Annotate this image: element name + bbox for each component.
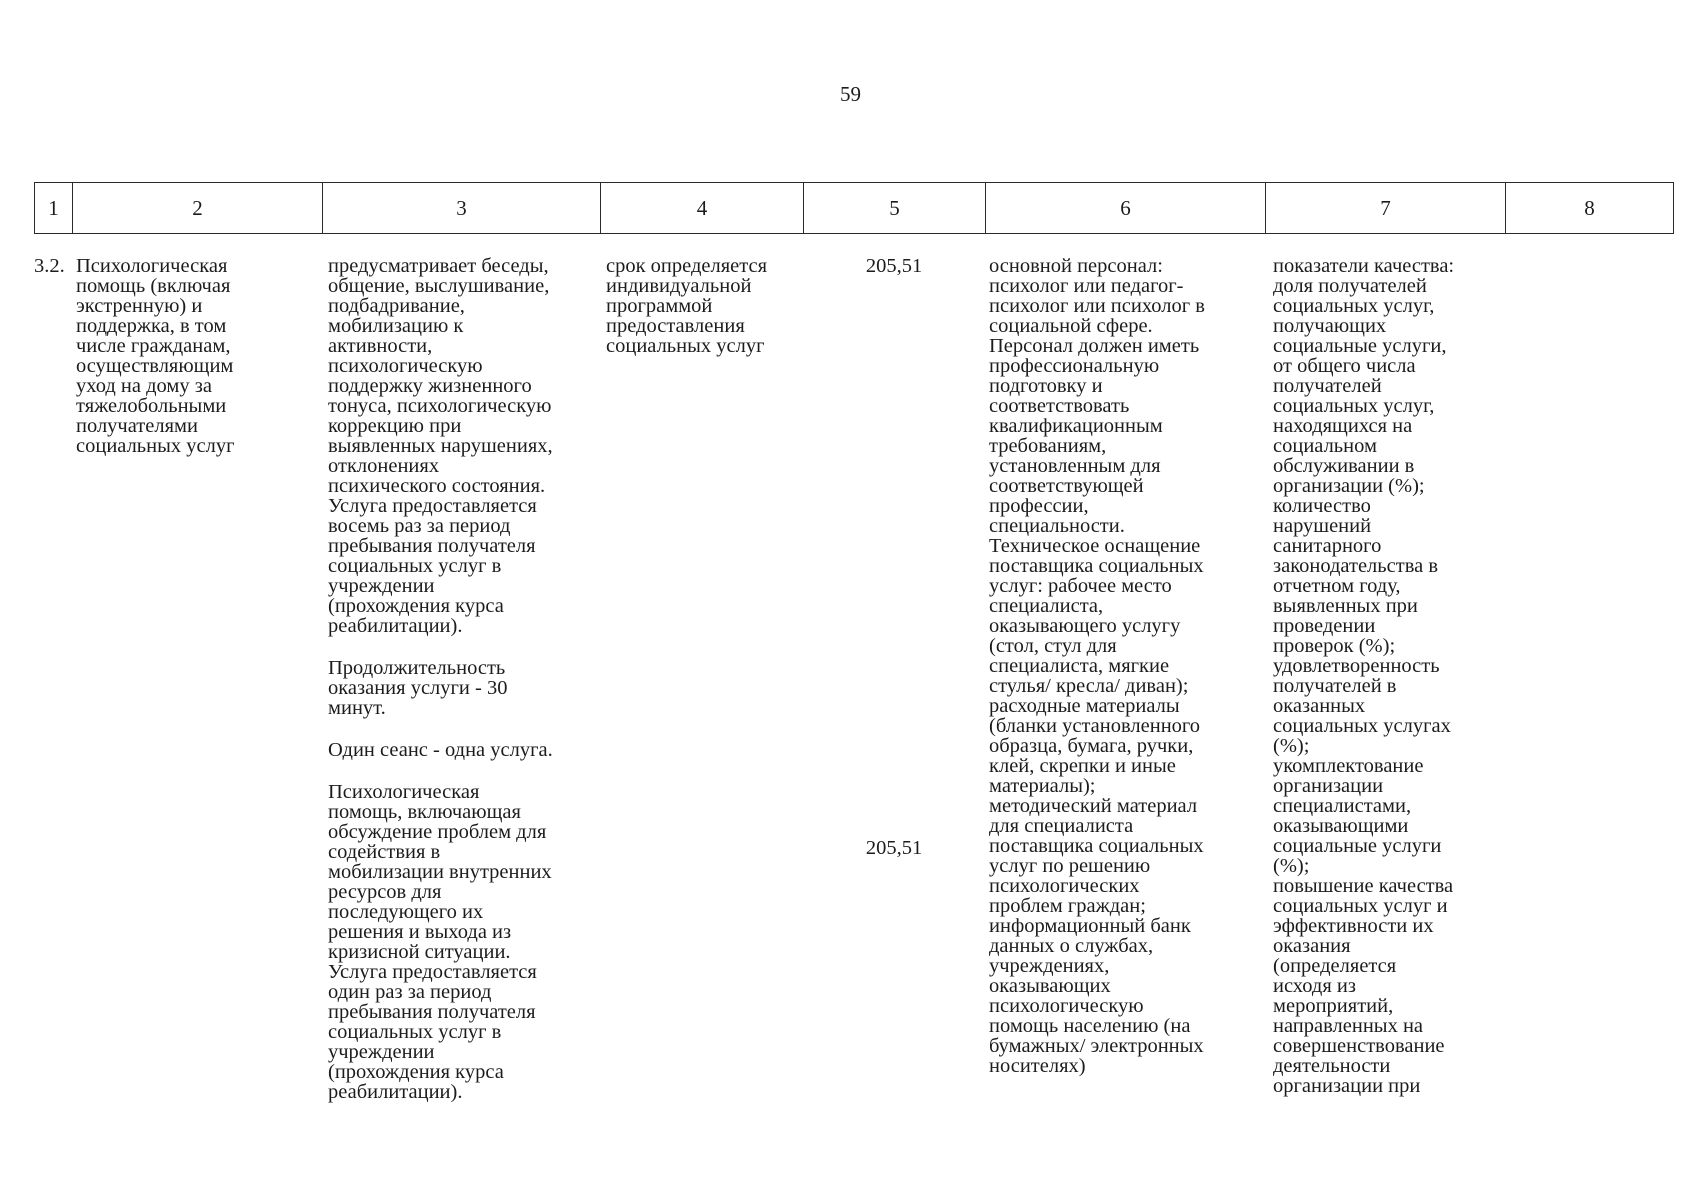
header-cell-4: 4 bbox=[600, 183, 803, 233]
service-term-cell bbox=[600, 256, 803, 1102]
header-cell-6: 6 bbox=[985, 183, 1265, 233]
service-name: Психологическая помощь (включая экстренную) и поддержка, в том числе гражданам, осуществляющим уход на дому за тяжелобольными получателями социальных услуг bbox=[76, 255, 235, 457]
description-paragraph: Психологическая помощь, включающая обсуждение проблем для содействия в мобилизации внутренних ресурсов для последующего их решения и выхода из кризисной ситуации. Услуга предоставляется один раз за период пребывания получателя социальных услуг в учреждении (прохождения курса реабилитации). bbox=[328, 781, 552, 1103]
service-conditions: основной персонал: психолог или педагог- психолог или психолог в социальной сфере. Персонал должен иметь профессиональную подготовку и соответствовать квалификационным требованиям, установленным для соответствующей профессии, специальности. Техническое оснащение поставщика социальных услуг: рабочее место специалиста, оказывающего услугу (стол, стул для специалиста, мягкие стулья/ кресла/ диван); расходные материалы (бланки установленного образца, бумага, ручки, клей, скрепки и иные материалы); методический материал для специалиста поставщика социальных услуг по решению психологических проблем граждан; информационный банк данных о службах, учреждениях, оказывающих психологическую помощь населению (на бумажных/ электронных носителях) bbox=[989, 255, 1205, 1077]
header-cell-8: 8 bbox=[1505, 183, 1674, 233]
empty-cell-8 bbox=[1505, 256, 1674, 1102]
table-row bbox=[34, 256, 1674, 1102]
service-description-cell bbox=[322, 256, 600, 1102]
header-cell-1: 1 bbox=[34, 183, 72, 233]
description-paragraph: Один сеанс - одна услуга. bbox=[328, 739, 553, 761]
price-value: 205,51 bbox=[865, 837, 923, 859]
conditions-cell bbox=[985, 256, 1265, 1102]
row-number-cell bbox=[34, 256, 72, 1102]
price-value: 205,51 bbox=[865, 255, 923, 277]
row-number: 3.2. bbox=[34, 255, 65, 277]
description-paragraph: Продолжительность оказания услуги - 30 минут. bbox=[328, 657, 508, 719]
service-term: срок определяется индивидуальной программой предоставления социальных услуг bbox=[606, 255, 768, 357]
page-number: 59 bbox=[840, 82, 861, 106]
header-cell-2: 2 bbox=[72, 183, 322, 233]
quality-indicators: показатели качества: доля получателей социальных услуг, получающих социальные услуги, от общего числа получателей социальных услуг, находящихся на социальном обслуживании в организации (%); количество нарушений санитарного законодательства в отчетном году, выявленных при проведении проверок (%); удовлетворенность получателей в оказанных социальных услугах (%); укомплектование организации специалистами, оказывающими социальные услуги (%); повышение качества социальных услуг и эффективности их оказания (определяется исходя из мероприятий, направленных на совершенствование деятельности организации при bbox=[1273, 255, 1455, 1097]
service-name-cell bbox=[72, 256, 322, 1102]
description-paragraph: предусматривает беседы, общение, выслушивание, подбадривание, мобилизацию к активности, психологическую поддержку жизненного тонуса, психологическую коррекцию при выявленных нарушениях, отклонениях психического состояния. Услуга предоставляется восемь раз за период пребывания получателя социальных услуг в учреждении (прохождения курса реабилитации). bbox=[328, 255, 553, 637]
table-header-row bbox=[34, 182, 1674, 234]
header-cell-3: 3 bbox=[322, 183, 600, 233]
header-cell-7: 7 bbox=[1265, 183, 1505, 233]
price-cell bbox=[803, 256, 985, 1102]
quality-cell bbox=[1265, 256, 1505, 1102]
header-cell-5: 5 bbox=[803, 183, 985, 233]
